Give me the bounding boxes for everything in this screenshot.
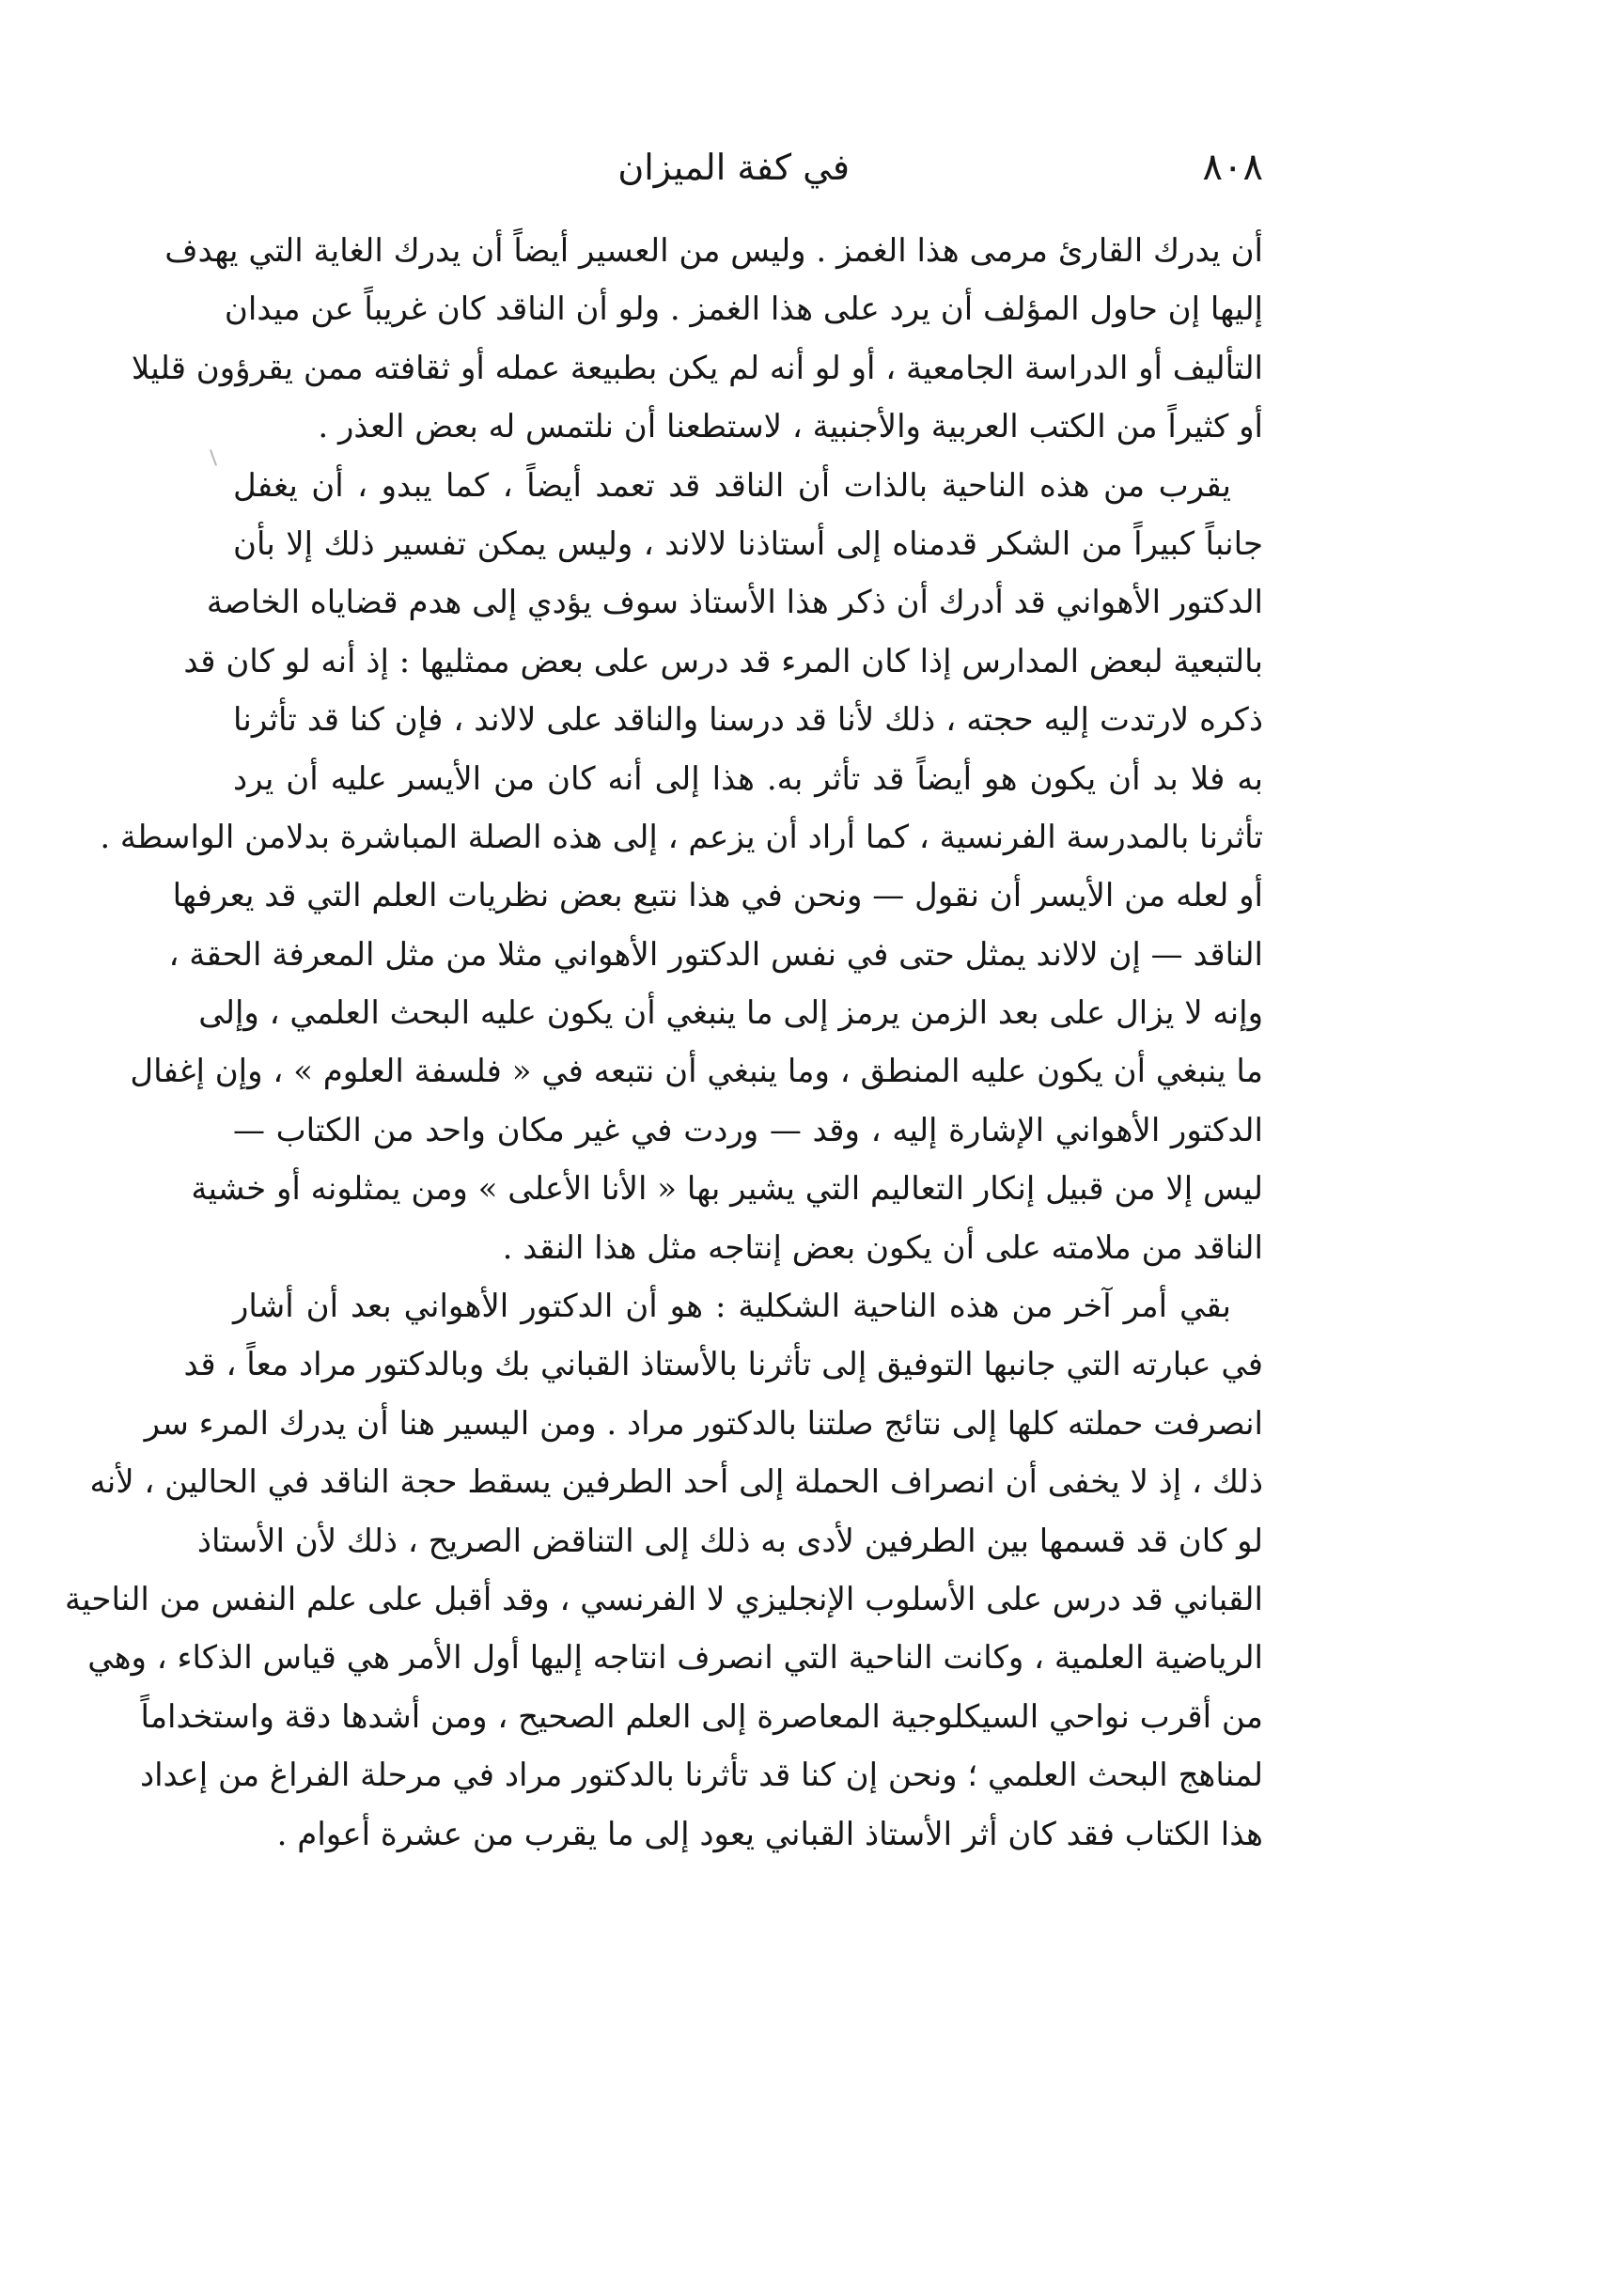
paragraph-2 <box>100 457 1263 1277</box>
text-line: أن يدرك القارئ مرمى هذا الغمز . وليس من العسير أيضاً أن يدرك الغاية التي يهدف <box>164 232 1263 270</box>
text-line: ذلك ، إذ لا يخفى أن انصراف الحملة إلى أحد الطرفين يسقط حجة الناقد في الحالين ، لأنه <box>89 1463 1263 1502</box>
text-line: جانباً كبيراً من الشكر قدمناه إلى أستاذنا لالاند ، وليس يمكن تفسير ذلك إلا بأن <box>233 524 1263 563</box>
text-line: به فلا بد أن يكون هو أيضاً قد تأثر به. هذا إلى أنه كان من الأيسر عليه أن يرد <box>233 759 1263 798</box>
text-line: ليس إلا من قبيل إنكار التعاليم التي يشير بها « الأنا الأعلى » ومن يمثلونه أو خشية <box>191 1170 1263 1209</box>
text-line: الدكتور الأهواني الإشارة إليه ، وقد — وردت في غير مكان واحد من الكتاب — <box>233 1111 1263 1149</box>
text-line: لو كان قد قسمها بين الطرفين لأدى به ذلك إلى التناقض الصريح ، ذلك لأن الأستاذ <box>196 1522 1263 1560</box>
text-line: في عبارته التي جانبها التوفيق إلى تأثرنا بالأستاذ القباني بك وبالدكتور مراد معاً ، قد <box>183 1346 1263 1384</box>
text-line: ذكره لارتدت إليه حجته ، ذلك لأنا قد درسنا والناقد على لالاند ، فإن كنا قد تأثرنا <box>233 701 1263 740</box>
text-line: بالتبعية لبعض المدارس إذا كان المرء قد درس على بعض ممثليها : إذ أنه لو كان قد <box>183 642 1263 680</box>
text-line: تأثرنا بالمدرسة الفرنسية ، كما أراد أن يزعم ، إلى هذه الصلة المباشرة بدلامن الواسطة . <box>100 818 1263 856</box>
paragraph-1 <box>131 222 1263 457</box>
text-line: هذا الكتاب فقد كان أثر الأستاذ القباني يعود إلى ما يقرب من عشرة أعوام . <box>276 1815 1263 1853</box>
text-line: إليها إن حاول المؤلف أن يرد على هذا الغمز . ولو أن الناقد كان غريباً عن ميدان <box>224 290 1263 329</box>
page-header <box>233 139 1263 195</box>
text-line: الدكتور الأهواني قد أدرك أن ذكر هذا الأستاذ سوف يؤدي إلى هدم قضاياه الخاصة <box>206 584 1263 622</box>
text-line: أو لعله من الأيسر أن نقول — ونحن في هذا نتبع بعض نظريات العلم التي قد يعرفها <box>172 877 1263 915</box>
text-line: التأليف أو الدراسة الجامعية ، أو لو أنه لم يكن بطبيعة عمله أو ثقافته ممن يقرؤون قليلا <box>131 349 1263 387</box>
text-line: أو كثيراً من الكتب العربية والأجنبية ، لاستطعنا أن نلتمس له بعض العذر . <box>318 408 1263 446</box>
text-line: وإنه لا يزال على بعد الزمن يرمز إلى ما ينبغي أن يكون عليه البحث العلمي ، وإلى <box>198 994 1263 1033</box>
text-line: الناقد من ملامته على أن يكون بعض إنتاجه مثل هذا النقد . <box>502 1228 1263 1267</box>
running-title: في كفة الميزان <box>617 147 850 188</box>
text-line: الرياضية العلمية ، وكانت الناحية التي انصرف انتاجه إليها أول الأمر هي قياس الذكاء ، وهي <box>87 1639 1263 1678</box>
text-line: بقي أمر آخر من هذه الناحية الشكلية : هو أن الدكتور الأهواني بعد أن أشار <box>233 1288 1231 1326</box>
text-line: يقرب من هذه الناحية بالذات أن الناقد قد تعمد أيضاً ، كما يبدو ، أن يغفل <box>233 466 1231 505</box>
text-line: الناقد — إن لالاند يمثل حتى في نفس الدكتور الأهواني مثلا من مثل المعرفة الحقة ، <box>168 935 1263 974</box>
text-line: لمناهج البحث العلمي ؛ ونحن إن كنا قد تأثرنا بالدكتور مراد في مرحلة الفراغ من إعداد <box>139 1756 1263 1795</box>
text-line: ما ينبغي أن يكون عليه المنطق ، وما ينبغي أن نتبعه في « فلسفة العلوم » ، وإن إغفال <box>130 1053 1263 1091</box>
page-number: ٨٠٨ <box>1202 146 1263 189</box>
body-text <box>64 222 1263 1864</box>
paragraph-3 <box>64 1277 1263 1864</box>
text-line: القباني قد درس على الأسلوب الإنجليزي لا الفرنسي ، وقد أقبل على علم النفس من الناحية <box>64 1580 1263 1618</box>
margin-mark <box>210 449 217 466</box>
text-line: من أقرب نواحي السيكلوجية المعاصرة إلى العلم الصحيح ، ومن أشدها دقة واستخداماً <box>140 1697 1263 1736</box>
text-line: انصرفت حملته كلها إلى نتائج صلتنا بالدكتور مراد . ومن اليسير هنا أن يدرك المرء سر <box>144 1404 1263 1443</box>
